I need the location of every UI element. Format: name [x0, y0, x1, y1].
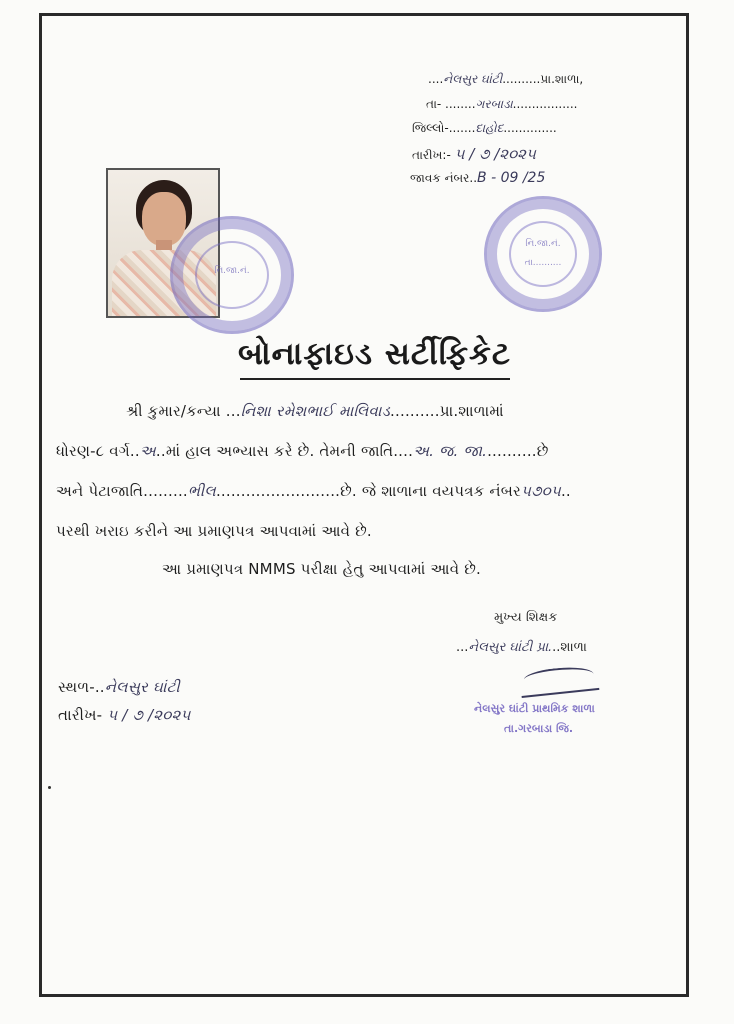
school-seal-left [170, 216, 294, 334]
header-taluka-label: તા- ........ [426, 97, 476, 111]
footer-school-suffix: ..શાળા [552, 640, 587, 655]
seal-left-text: નિ.જા.નં. [214, 266, 250, 277]
header-outward-value: B - 09 /25 [477, 170, 546, 186]
footer-date-value: ૫ / ૭ /૨૦૨૫ [107, 706, 191, 724]
body-line2-middle: ..માં હાલ અભ્યાસ કરે છે. તેમની જાતિ.... [155, 442, 414, 460]
header-taluka-dots: ................. [512, 97, 578, 111]
header-date-label: તારીખ:- [412, 148, 451, 162]
header-taluka-line [426, 97, 578, 112]
certificate-title: બોનાફાઇડ સર્ટીફિકેટ [238, 336, 511, 372]
title-underline [240, 378, 510, 380]
footer-stamp-line-2: તા.ગરબાડા જિ. [504, 722, 574, 735]
seal-right-text-2: તા.......... [524, 258, 562, 269]
header-date-line [412, 145, 536, 163]
footer-school-name: નેલસુર ઘાંટી પ્રા. [468, 640, 553, 655]
footer-date-label: તારીખ- [58, 706, 103, 724]
header-taluka-value: ગરબાડા [475, 97, 513, 111]
footer-date-line [58, 706, 191, 724]
body-line-4: પરથી ખરાઇ કરીને આ પ્રમાણપત્ર આપવામાં આવે છે. [56, 522, 372, 540]
body-line-2 [56, 442, 549, 460]
head-teacher-label: મુખ્ય શિક્ષક [494, 610, 558, 625]
header-district-dots: .............. [503, 121, 557, 135]
body-line3-prefix: અને પેટાજાતિ......... [56, 482, 188, 500]
header-district-label: જિલ્લો-....... [412, 121, 476, 135]
header-school-suffix: ..........પ્રા.શાળા, [502, 72, 584, 86]
header-date-value: ૫ / ૭ /૨૦૨૫ [454, 145, 536, 163]
place-value: નેલસુર ઘાંટી [104, 678, 180, 696]
place-label: સ્થળ-.. [58, 678, 105, 696]
school-seal-right [484, 196, 602, 312]
body-line2-prefix: ધોરણ-૮ વર્ગ.. [56, 442, 140, 460]
class-value: અ [139, 442, 156, 460]
body-line-5: આ પ્રમાણપત્ર NMMS પરીક્ષા હેતુ આપવામાં આવે છે. [162, 560, 481, 578]
header-outward-label: જાવક નંબર.. [410, 171, 478, 185]
header-district-value: દાહોદ [475, 121, 504, 135]
page-border [39, 13, 689, 997]
header-school-name: નેલસુર ઘાંટી [443, 72, 503, 86]
header-school-line [428, 72, 583, 87]
place-line [58, 678, 180, 696]
body-line3-middle: .........................છે. જે શાળાના વયપત્રક નંબર [215, 482, 521, 500]
subcaste-value: ભીલ [187, 482, 216, 500]
seal-right-text-1: નિ.જા.નં. [525, 238, 561, 249]
caste-value: અ. જ. જા. [413, 442, 488, 460]
footer-school-line [456, 640, 587, 655]
register-number: ૫૭૦૫ [521, 482, 561, 500]
header-outward-line [410, 170, 545, 186]
body-line-1 [126, 402, 504, 420]
header-school-prefix: .... [428, 72, 444, 86]
body-line2-suffix: ..........છે [487, 442, 549, 460]
body-line1-prefix: શ્રી કુમાર/કન્યા ... [126, 402, 241, 420]
body-line-3 [56, 482, 571, 500]
footer-stamp-line-1: નેલસુર ઘાંટી પ્રાથમિક શાળા [474, 702, 595, 715]
body-line3-suffix: .. [560, 482, 571, 500]
header-district-line [412, 121, 557, 136]
student-name: નિશા રમેશભાઈ માલિવાડ [240, 402, 391, 420]
stray-dot [48, 786, 51, 789]
footer-school-prefix: ... [456, 640, 469, 655]
body-line1-suffix: ..........પ્રા.શાળામાં [390, 402, 504, 420]
